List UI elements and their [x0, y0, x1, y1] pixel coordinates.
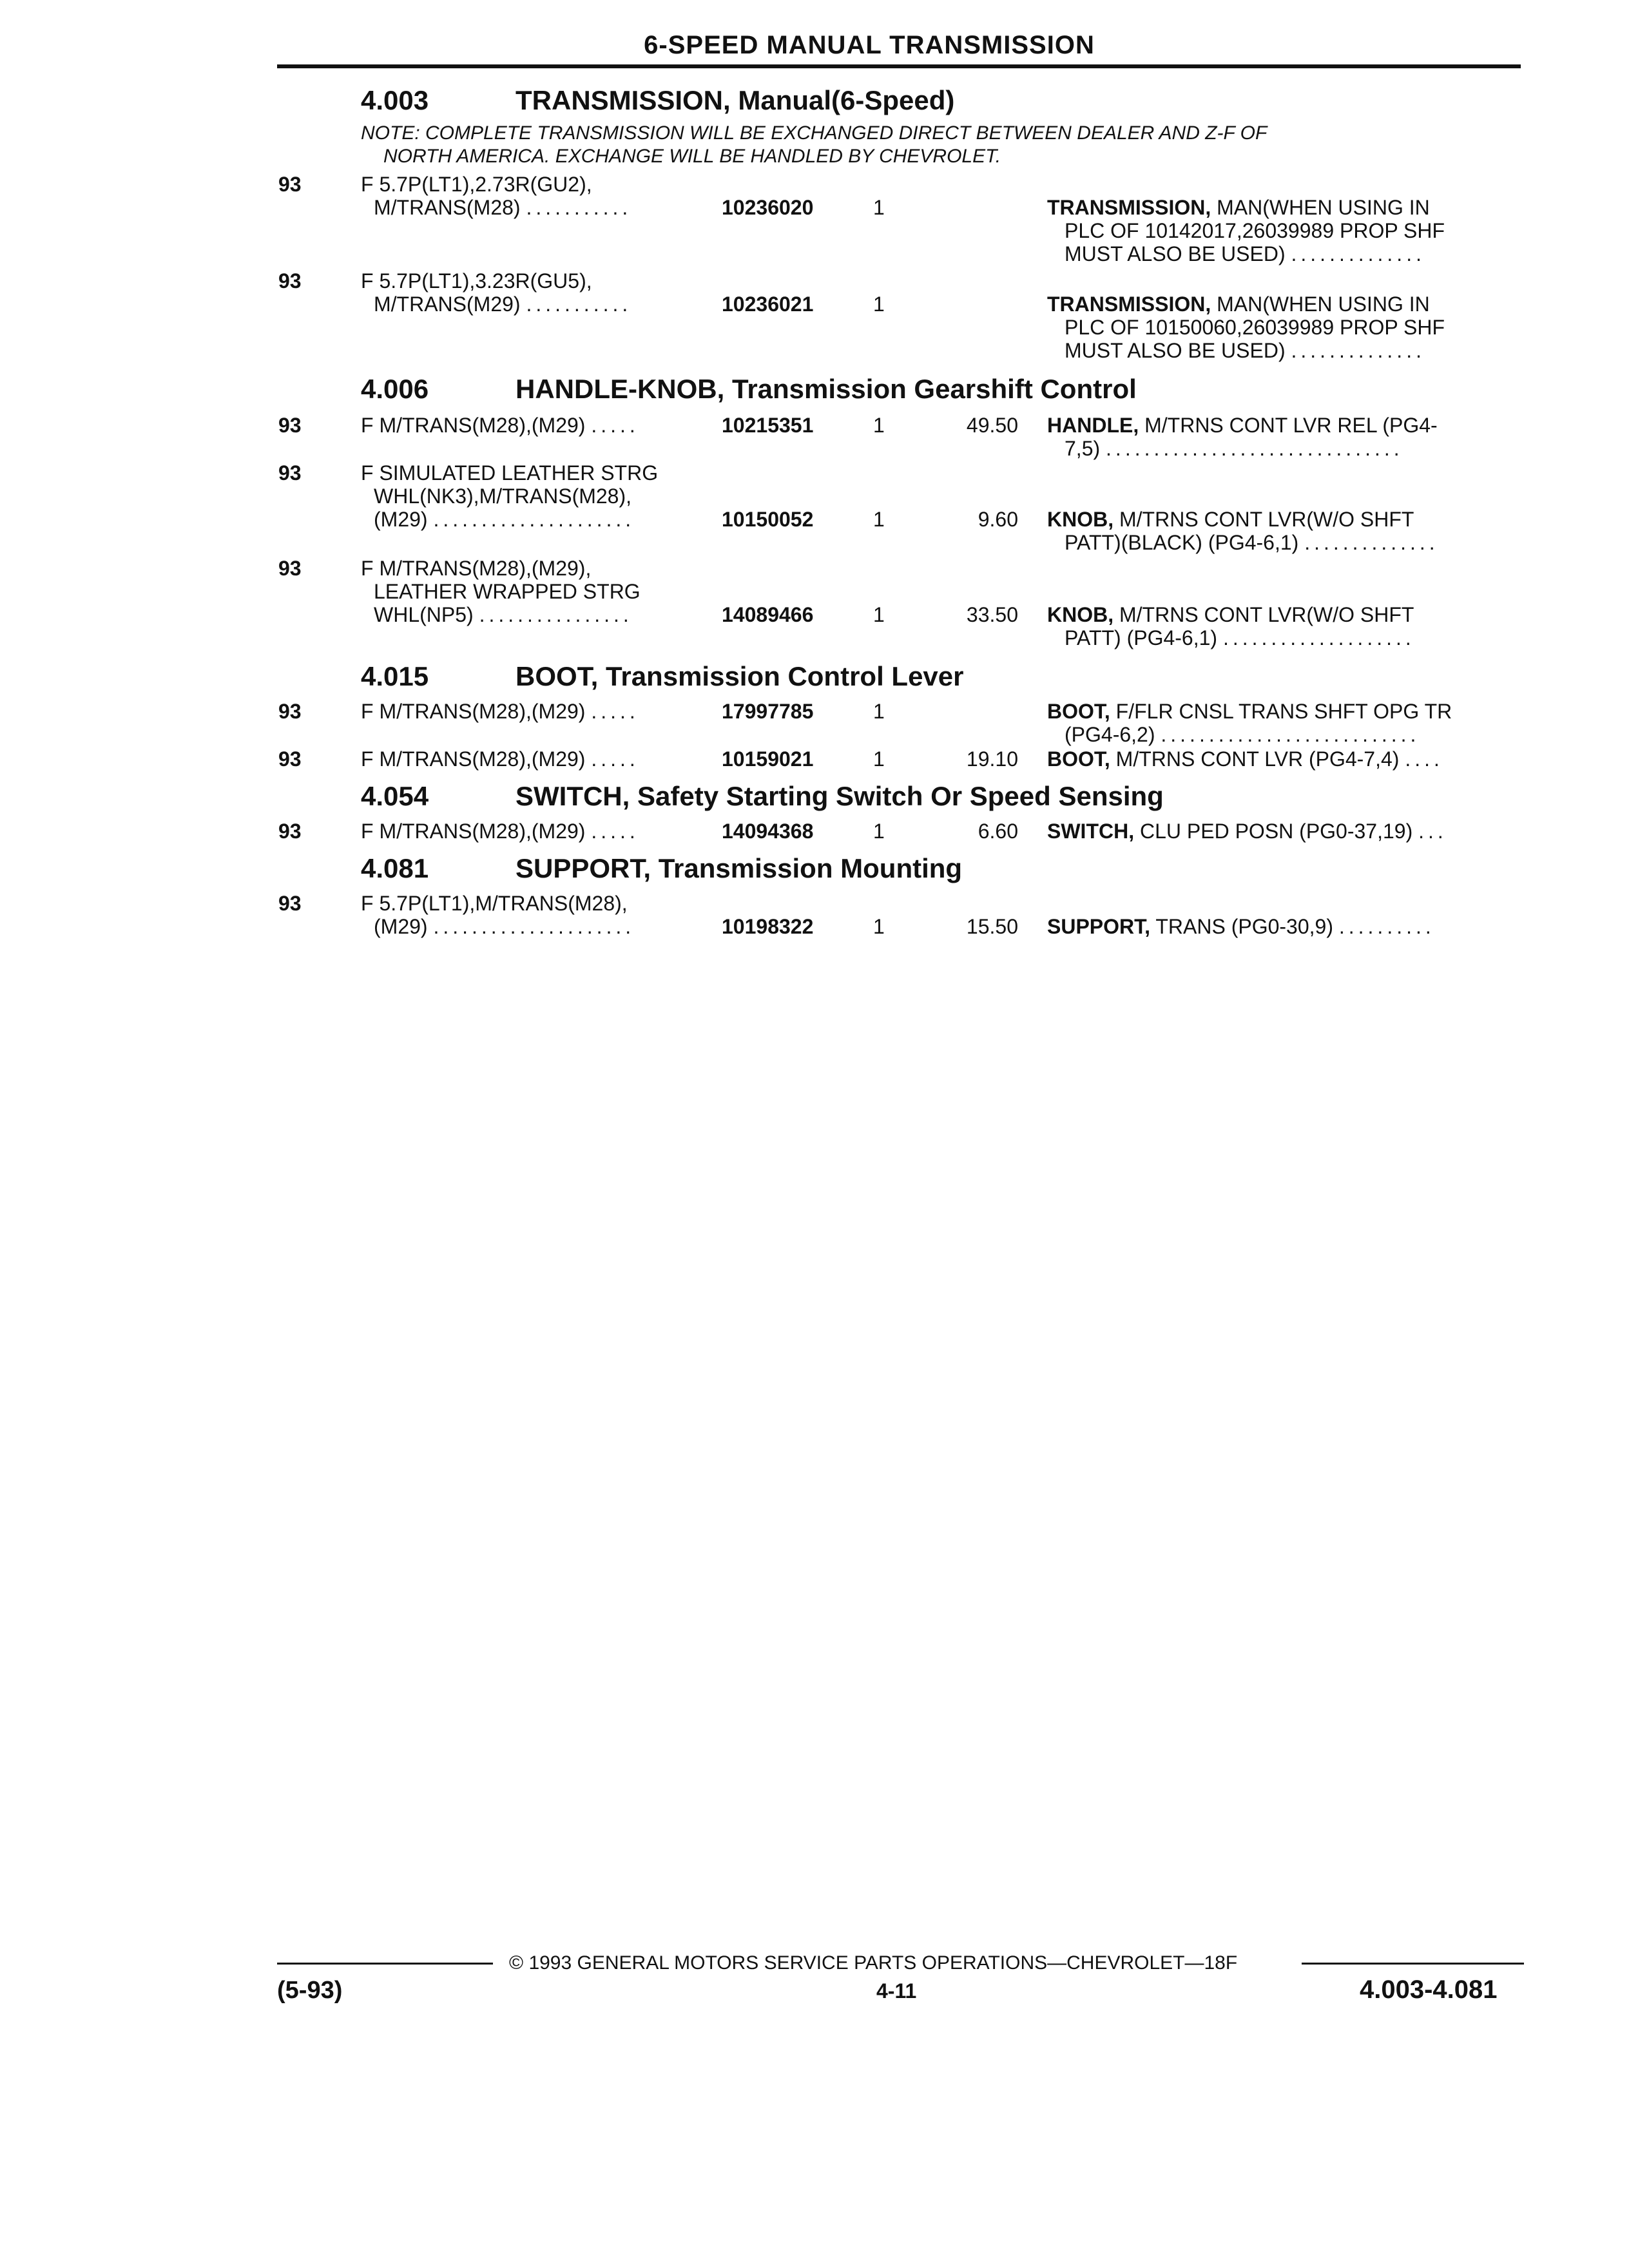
quantity: 1 [873, 915, 885, 938]
section-name: HANDLE-KNOB, [516, 374, 725, 404]
description-line: 7,5) ............................... [1065, 437, 1403, 460]
part-number: 10150052 [722, 508, 814, 531]
quantity: 1 [873, 603, 885, 626]
footer-section-range: 4.003-4.081 [1360, 1975, 1498, 2004]
description: SUPPORT, TRANS (PG0-30,9) .......... [1047, 915, 1435, 938]
quantity: 1 [873, 293, 885, 316]
footer-date: (5-93) [277, 1977, 343, 2004]
usage-line: F M/TRANS(M28),(M29) ..... [361, 820, 639, 843]
quantity: 1 [873, 196, 885, 219]
year: 93 [278, 700, 302, 723]
description: TRANSMISSION, MAN(WHEN USING IN [1047, 196, 1430, 219]
footer-rule-left [277, 1963, 493, 1965]
section-number: 4.006 [361, 374, 429, 404]
usage-line: (M29) ..................... [374, 508, 635, 531]
year: 93 [278, 557, 302, 580]
section-number: 4.003 [361, 85, 429, 115]
part-number: 10236021 [722, 293, 814, 316]
description: SWITCH, CLU PED POSN (PG0-37,19) ... [1047, 820, 1447, 843]
price: 15.50 [966, 915, 1018, 938]
usage-line: LEATHER WRAPPED STRG [374, 580, 641, 603]
price: 9.60 [978, 508, 1018, 531]
description: BOOT, F/FLR CNSL TRANS SHFT OPG TR [1047, 700, 1452, 723]
section-heading-4-015 [361, 661, 964, 692]
header-rule [277, 64, 1521, 68]
usage-line: F M/TRANS(M28),(M29) ..... [361, 700, 639, 723]
section-name: BOOT, [516, 661, 599, 691]
section-heading-4-003 [361, 85, 954, 116]
usage-line: F M/TRANS(M28),(M29) ..... [361, 414, 639, 437]
section-heading-4-081 [361, 853, 962, 884]
description: KNOB, M/TRNS CONT LVR(W/O SHFT [1047, 603, 1414, 626]
quantity: 1 [873, 414, 885, 437]
footer-page-number: 4-11 [876, 1979, 917, 2003]
year: 93 [278, 820, 302, 843]
section-number: 4.015 [361, 661, 429, 691]
description-line: PLC OF 10150060,26039989 PROP SHF [1065, 316, 1445, 339]
usage-line: F M/TRANS(M28),(M29), [361, 557, 592, 580]
price: 19.10 [966, 747, 1018, 771]
usage-line: M/TRANS(M28) ........... [374, 196, 632, 219]
description: HANDLE, M/TRNS CONT LVR REL (PG4- [1047, 414, 1438, 437]
quantity: 1 [873, 747, 885, 771]
section-name: SUPPORT, [516, 853, 651, 883]
price: 6.60 [978, 820, 1018, 843]
description: KNOB, M/TRNS CONT LVR(W/O SHFT [1047, 508, 1414, 531]
page-title: 6-SPEED MANUAL TRANSMISSION [644, 31, 1095, 59]
description: TRANSMISSION, MAN(WHEN USING IN [1047, 293, 1430, 316]
section-subtitle: Transmission Control Lever [606, 661, 964, 691]
part-number: 10159021 [722, 747, 814, 771]
usage-line: F 5.7P(LT1),M/TRANS(M28), [361, 892, 628, 915]
usage-line: F 5.7P(LT1),2.73R(GU2), [361, 173, 592, 196]
section-number: 4.054 [361, 781, 429, 811]
section-heading-4-006 [361, 374, 1137, 405]
quantity: 1 [873, 820, 885, 843]
year: 93 [278, 269, 302, 293]
year: 93 [278, 461, 302, 485]
part-number: 10236020 [722, 196, 814, 219]
part-number: 14089466 [722, 603, 814, 626]
section-note-line1: NOTE: COMPLETE TRANSMISSION WILL BE EXCHANGED DIRECT BETWEEN DEALER AND Z-F OF [361, 122, 1268, 144]
price: 33.50 [966, 603, 1018, 626]
section-name: TRANSMISSION, [516, 85, 731, 115]
section-name: SWITCH, [516, 781, 630, 811]
section-subtitle: Transmission Gearshift Control [731, 374, 1137, 404]
section-subtitle: Safety Starting Switch Or Speed Sensing [637, 781, 1164, 811]
usage-line: M/TRANS(M29) ........... [374, 293, 632, 316]
year: 93 [278, 747, 302, 771]
year: 93 [278, 173, 302, 196]
description-line: PLC OF 10142017,26039989 PROP SHF [1065, 219, 1445, 242]
part-number: 14094368 [722, 820, 814, 843]
description-line: PATT)(BLACK) (PG4-6,1) .............. [1065, 531, 1439, 554]
usage-line: F M/TRANS(M28),(M29) ..... [361, 747, 639, 771]
usage-line: WHL(NP5) ................ [374, 603, 633, 626]
price: 49.50 [966, 414, 1018, 437]
year: 93 [278, 892, 302, 915]
section-subtitle: Transmission Mounting [658, 853, 963, 883]
footer-copyright: © 1993 GENERAL MOTORS SERVICE PARTS OPERATIONS—CHEVROLET—18F [509, 1952, 1238, 1974]
usage-line: F SIMULATED LEATHER STRG [361, 461, 659, 485]
section-subtitle: Manual(6-Speed) [738, 85, 955, 115]
usage-line: WHL(NK3),M/TRANS(M28), [374, 485, 632, 508]
description: BOOT, M/TRNS CONT LVR (PG4-7,4) .... [1047, 747, 1443, 771]
section-heading-4-054 [361, 781, 1164, 812]
description-line: MUST ALSO BE USED) .............. [1065, 339, 1425, 362]
footer-rule-right [1302, 1963, 1524, 1965]
description-line: PATT) (PG4-6,1) .................... [1065, 626, 1415, 649]
part-number: 10198322 [722, 915, 814, 938]
part-number: 10215351 [722, 414, 814, 437]
quantity: 1 [873, 700, 885, 723]
description-line: MUST ALSO BE USED) .............. [1065, 242, 1425, 265]
part-number: 17997785 [722, 700, 814, 723]
section-note-line2: NORTH AMERICA. EXCHANGE WILL BE HANDLED BY CHEVROLET. [383, 146, 1001, 167]
description-line: (PG4-6,2) ........................... [1065, 723, 1420, 746]
quantity: 1 [873, 508, 885, 531]
section-number: 4.081 [361, 853, 429, 883]
year: 93 [278, 414, 302, 437]
usage-line: F 5.7P(LT1),3.23R(GU5), [361, 269, 592, 293]
usage-line: (M29) ..................... [374, 915, 635, 938]
